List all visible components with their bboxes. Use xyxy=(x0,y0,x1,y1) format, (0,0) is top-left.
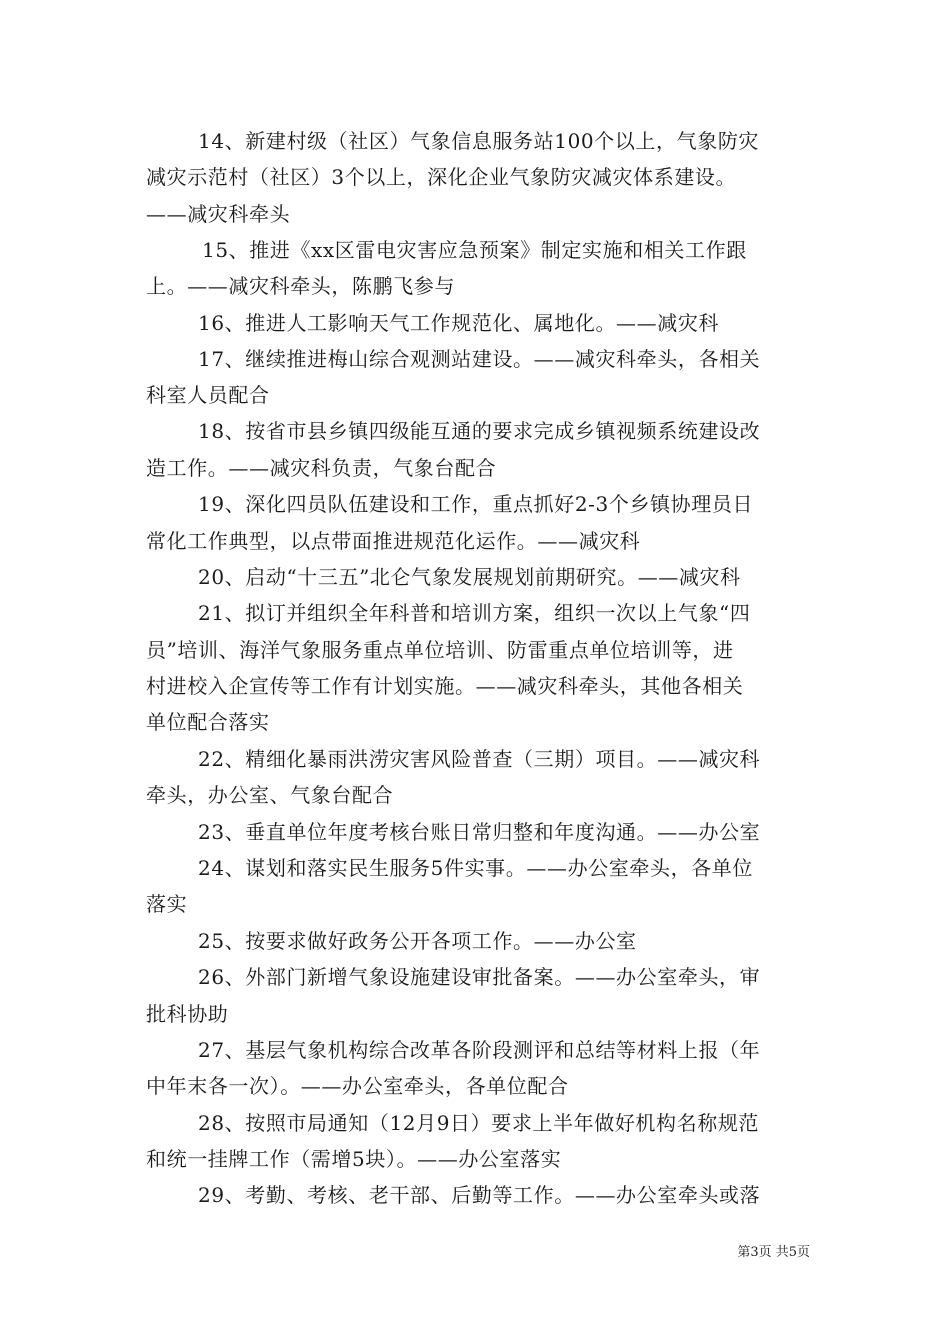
text-line: 29、考勤、考核、老干部、后勤等工作。——办公室牵头或落 xyxy=(198,1183,761,1207)
text-line: 18、按省市县乡镇四级能互通的要求完成乡镇视频系统建设改 xyxy=(198,419,761,443)
text-line: ——减灾科牵头 xyxy=(146,202,291,226)
text-line: 21、拟订并组织全年科普和培训方案，组织一次以上气象“四 xyxy=(198,601,751,625)
text-line: 26、外部门新增气象设施建设审批备案。——办公室牵头，审 xyxy=(198,965,761,989)
text-line: 22、精细化暴雨洪涝灾害风险普查（三期）项目。——减灾科 xyxy=(198,747,761,771)
text-line: 27、基层气象机构综合改革各阶段测评和总结等材料上报（年 xyxy=(198,1038,761,1062)
text-line: 减灾示范村（社区）3个以上，深化企业气象防灾减灾体系建设。 xyxy=(146,165,737,189)
text-line: 造工作。——减灾科负责，气象台配合 xyxy=(146,456,497,480)
text-line: 23、垂直单位年度考核台账日常归整和年度沟通。——办公室 xyxy=(198,820,761,844)
text-line: 常化工作典型，以点带面推进规范化运作。——减灾科 xyxy=(146,529,641,553)
text-line: 上。——减灾科牵头，陈鹏飞参与 xyxy=(146,274,455,298)
page-number-footer: 第3页 共5页 xyxy=(737,1245,810,1260)
text-line: 中年末各一次）。——办公室牵头，各单位配合 xyxy=(146,1074,569,1098)
text-line: 单位配合落实 xyxy=(146,710,270,734)
text-line: 和统一挂牌工作（需增5块）。——办公室落实 xyxy=(146,1147,562,1171)
text-line: 批科协助 xyxy=(146,1002,229,1026)
text-line: 17、继续推进梅山综合观测站建设。——减灾科牵头，各相关 xyxy=(198,347,761,371)
text-line: 牵头，办公室、气象台配合 xyxy=(146,783,394,807)
text-line: 15、推进《xx区雷电灾害应急预案》制定实施和相关工作跟 xyxy=(202,238,747,262)
text-line: 19、深化四员队伍建设和工作，重点抓好2-3个乡镇协理员日 xyxy=(198,492,754,516)
text-line: 16、推进人工影响天气工作规范化、属地化。——减灾科 xyxy=(198,311,720,335)
text-line: 25、按要求做好政务公开各项工作。——办公室 xyxy=(198,929,637,953)
text-line: 科室人员配合 xyxy=(146,383,270,407)
text-line: 28、按照市局通知（12月9日）要求上半年做好机构名称规范 xyxy=(198,1111,760,1135)
text-line: 落实 xyxy=(146,892,188,916)
text-line: 员”培训、海洋气象服务重点单位培训、防雷重点单位培训等，进 xyxy=(146,638,734,662)
text-line: 24、谋划和落实民生服务5件实事。——办公室牵头，各单位 xyxy=(198,856,753,880)
text-line: 14、新建村级（社区）气象信息服务站100个以上，气象防灾 xyxy=(198,129,760,153)
text-line: 村进校入企宣传等工作有计划实施。——减灾科牵头，其他各相关 xyxy=(146,674,744,698)
text-line: 20、启动“十三五”北仑气象发展规划前期研究。——减灾科 xyxy=(198,565,741,589)
